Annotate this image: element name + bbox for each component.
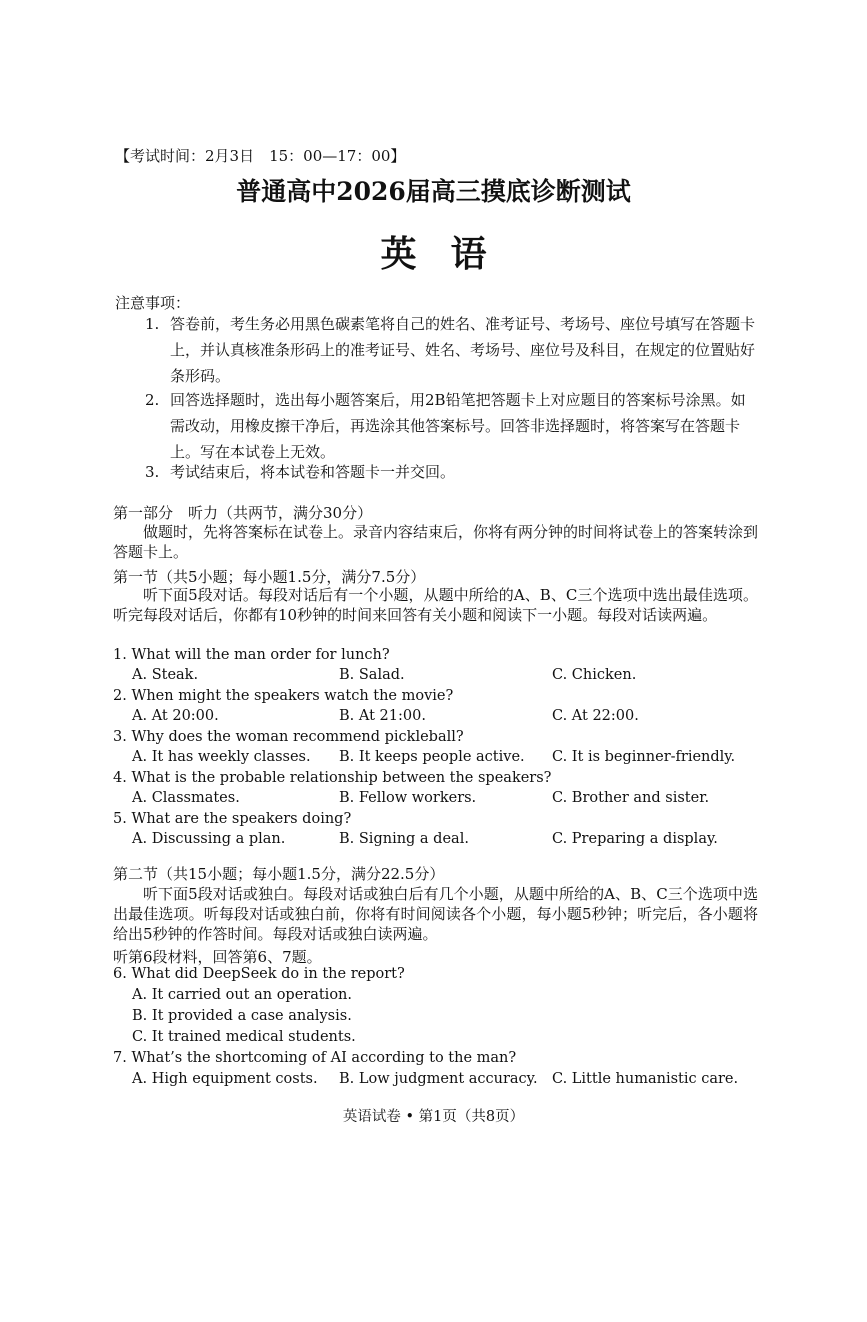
question-stem: 2. When might the speakers watch the movie? [113,688,454,704]
question-stem: 7. What’s the shortcoming of AI according to the man? [113,1050,517,1066]
option-a: A. Discussing a plan. [132,831,286,847]
notice-item-text: 回答选择题时，选出每小题答案后，用2B铅笔把答题卡上对应题目的答案标号涂黑。如需改动，用橡皮擦干净后，再选涂其他答案标号。回答非选择题时，将答案写在答题卡上。写在本试卷上无效。 [170,391,746,461]
question-stem: 4. What is the probable relationship between the speakers? [113,770,552,786]
option-a: A. Classmates. [132,790,240,806]
notice-item-text: 答卷前，考生务必用黑色碳素笔将自己的姓名、准考证号、考场号、座位号填写在答题卡上，并认真核准条形码上的准考证号、姓名、考场号、座位号及科目，在规定的位置贴好条形码。 [170,315,756,385]
notice-item-text: 考试结束后，将本试卷和答题卡一并交回。 [170,463,456,481]
exam-time: 【考试时间：2月3日 15：00—17：00】 [115,147,406,165]
option-c: C. Little humanistic care. [552,1071,739,1087]
option-b: B. It keeps people active. [339,749,525,765]
option-b: B. Salad. [339,667,405,683]
part1-heading: 第一部分 听力（共两节，满分30分） [113,504,373,522]
option-a: A. It carried out an operation. [132,987,352,1003]
question-stem: 5. What are the speakers doing? [113,811,352,827]
option-b: B. Fellow workers. [339,790,477,806]
section1-instruction: 听下面5段对话。每段对话后有一个小题，从题中所给的A、B、C三个选项中选出最佳选项。听完每段对话后，你都有10秒钟的时间来回答有关小题和阅读下一小题。每段对话读两遍。 [113,586,758,624]
option-a: A. At 20:00. [132,708,219,724]
option-c: C. It trained medical students. [132,1029,356,1045]
notice-item-number: 2. [145,391,160,409]
option-c: C. Brother and sister. [552,790,710,806]
option-a: A. Steak. [132,667,199,683]
page-footer: 英语试卷 • 第1页（共8页） [342,1109,525,1125]
question-stem: 1. What will the man order for lunch? [113,647,390,663]
option-b: B. It provided a case analysis. [132,1008,352,1024]
option-b: B. Low judgment accuracy. [339,1071,538,1087]
question-stem: 6. What did DeepSeek do in the report? [113,966,405,982]
section1-heading: 第一节（共5小题；每小题1.5分，满分7.5分） [113,568,426,586]
material-note: 听第6段材料，回答第6、7题。 [113,948,322,966]
option-b: B. At 21:00. [339,708,426,724]
option-a: A. It has weekly classes. [132,749,311,765]
option-b: B. Signing a deal. [339,831,469,847]
notice-item-number: 1. [145,315,160,333]
option-c: C. At 22:00. [552,708,639,724]
notice-item-number: 3. [145,463,160,481]
option-c: C. Preparing a display. [552,831,718,847]
notice-heading: 注意事项： [115,294,191,312]
exam-title: 普通高中2026届高三摸底诊断测试 [236,177,631,206]
notice-item [145,459,757,485]
section2-instruction: 听下面5段对话或独白。每段对话或独白后有几个小题，从题中所给的A、B、C三个选项中选出最佳选项。听每段对话或独白前，你将有时间阅读各个小题，每小题5秒钟；听完后，各小题将给出5秒钟的作答时间。每段对话或独白读两遍。 [113,885,758,943]
option-c: C. It is beginner-friendly. [552,749,736,765]
notice-item [145,387,757,465]
option-a: A. High equipment costs. [132,1071,318,1087]
subject-title: 英语 [380,233,521,275]
notice-item [145,311,757,389]
part1-instruction: 做题时，先将答案标在试卷上。录音内容结束后，你将有两分钟的时间将试卷上的答案转涂到答题卡上。 [113,523,759,561]
option-c: C. Chicken. [552,667,637,683]
section2-heading: 第二节（共15小题；每小题1.5分，满分22.5分） [113,865,445,883]
question-stem: 3. Why does the woman recommend pickleball? [113,729,464,745]
